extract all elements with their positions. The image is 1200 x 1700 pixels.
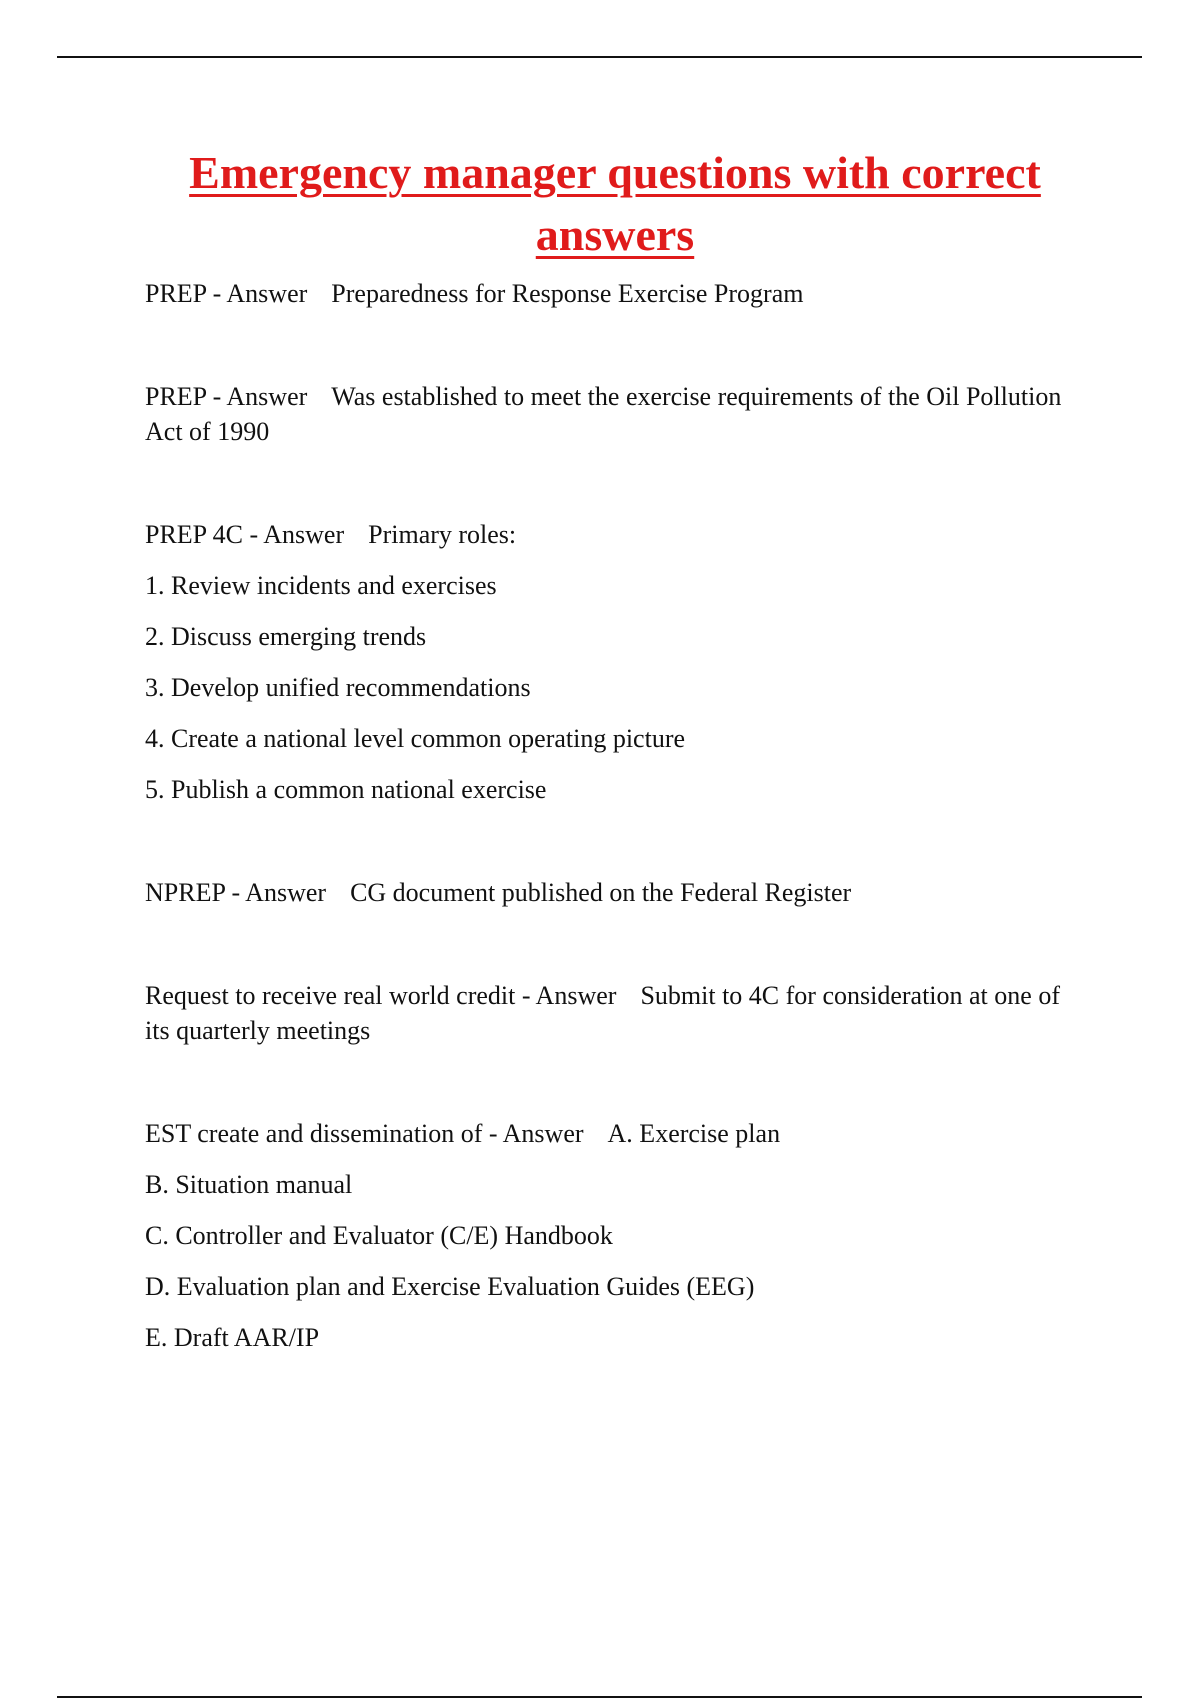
list-item: D. Evaluation plan and Exercise Evaluation Guides (EEG) bbox=[145, 1272, 755, 1301]
answer-text: Preparedness for Response Exercise Program bbox=[331, 279, 804, 308]
question-term: EST create and dissemination of - Answer bbox=[145, 1119, 584, 1148]
list-item: 1. Review incidents and exercises bbox=[145, 571, 497, 600]
qa-item bbox=[145, 379, 1080, 449]
answer-text: Submit to 4C for consideration at one of its quarterly meetings bbox=[145, 981, 1060, 1045]
qa-item bbox=[145, 517, 1080, 552]
document-title: Emergency manager questions with correct answers bbox=[189, 147, 1041, 260]
list-item: 4. Create a national level common operating picture bbox=[145, 724, 686, 753]
list-item: E. Draft AAR/IP bbox=[145, 1323, 320, 1352]
question-term: PREP - Answer bbox=[145, 279, 308, 308]
qa-item bbox=[145, 276, 1080, 311]
footer-rule bbox=[57, 1696, 1142, 1698]
list-item: 2. Discuss emerging trends bbox=[145, 622, 427, 651]
list-item: 5. Publish a common national exercise bbox=[145, 775, 547, 804]
list-item: C. Controller and Evaluator (C/E) Handbook bbox=[145, 1221, 613, 1250]
qa-item bbox=[145, 875, 1080, 910]
answer-text: Was established to meet the exercise requirements of the Oil Pollution Act of 1990 bbox=[145, 382, 1062, 446]
answer-text: Primary roles: bbox=[368, 520, 517, 549]
header-rule bbox=[57, 56, 1142, 58]
answer-text: A. Exercise plan bbox=[607, 1119, 781, 1148]
list-item: B. Situation manual bbox=[145, 1170, 353, 1199]
document-body bbox=[145, 276, 1080, 1355]
qa-item bbox=[145, 978, 1080, 1048]
question-term: PREP 4C - Answer bbox=[145, 520, 345, 549]
answer-text: CG document published on the Federal Register bbox=[350, 878, 852, 907]
qa-item bbox=[145, 1116, 1080, 1151]
question-term: PREP - Answer bbox=[145, 382, 308, 411]
list-item: 3. Develop unified recommendations bbox=[145, 673, 531, 702]
question-term: Request to receive real world credit - Answer bbox=[145, 981, 617, 1010]
question-term: NPREP - Answer bbox=[145, 878, 327, 907]
